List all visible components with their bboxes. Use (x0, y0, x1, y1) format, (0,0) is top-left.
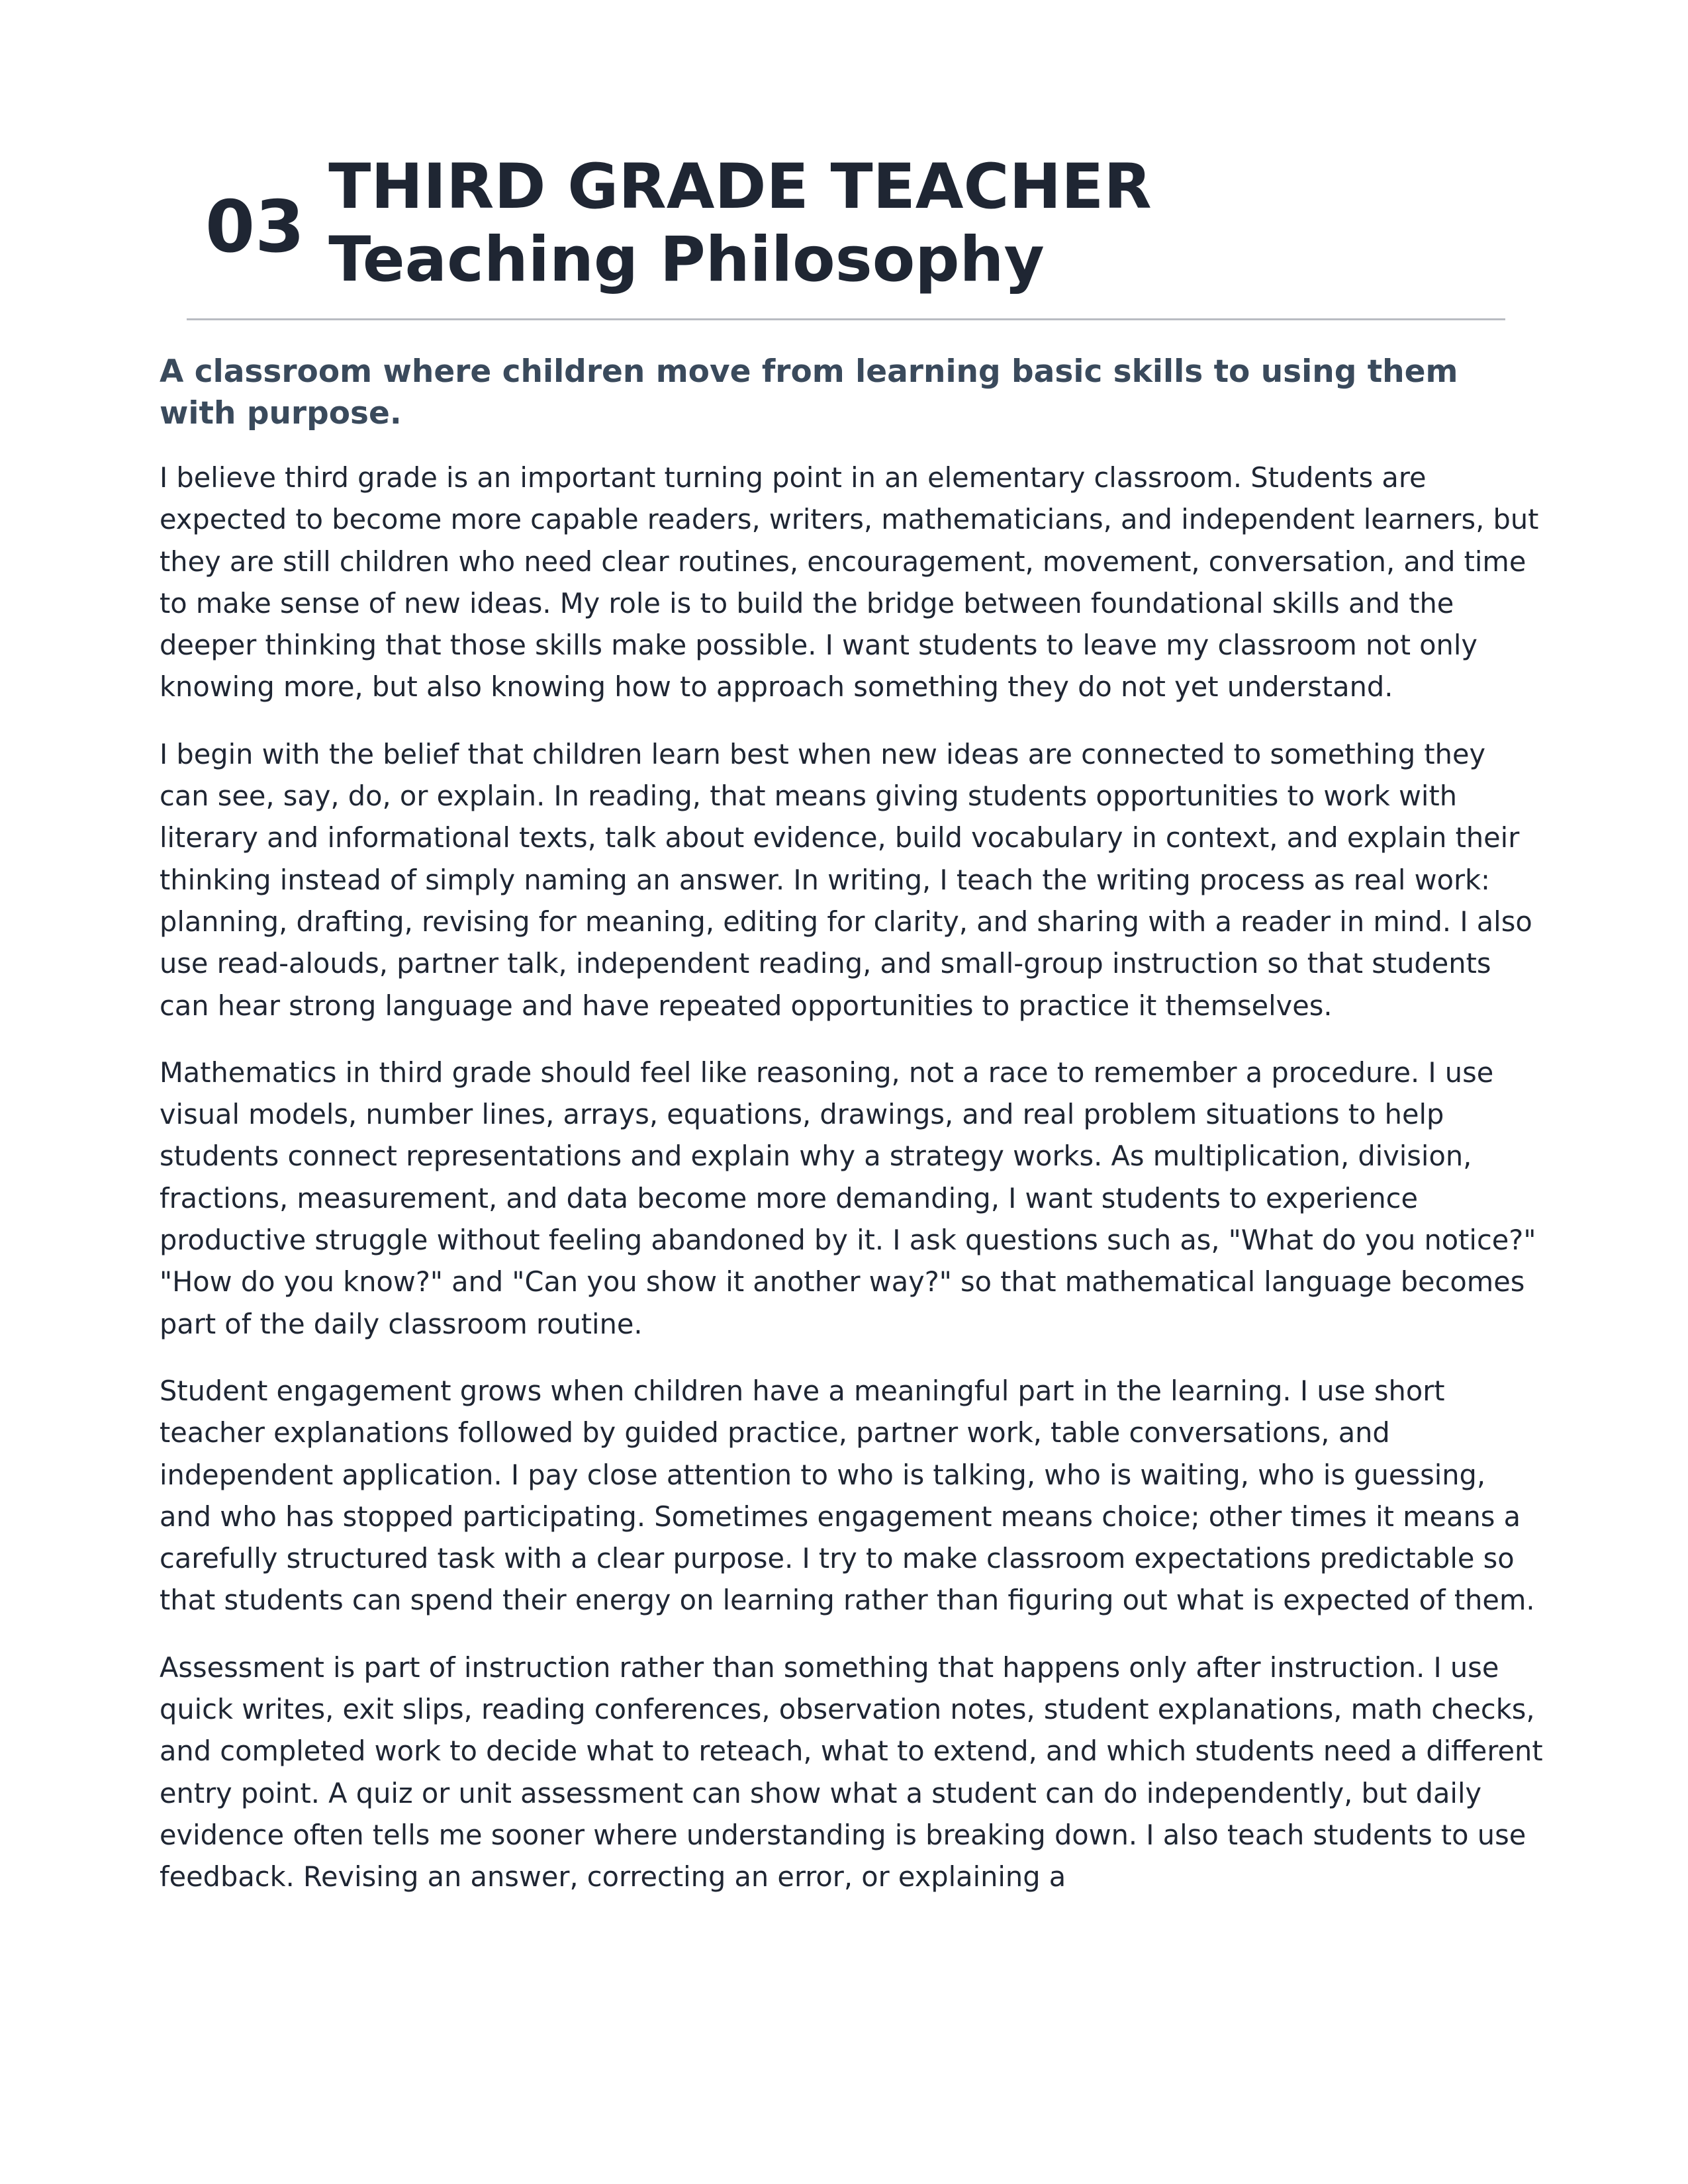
document-subtitle: A classroom where children move from learning basic skills to using them with purpose. (160, 353, 1458, 432)
document-header (205, 151, 1152, 296)
paragraph-3: Mathematics in third grade should feel like reasoning, not a race to remember a procedure. I use visual models, number lines, arrays, equations, drawings, and real problem situations to help students connect representations and explain why a strategy works. As multiplication, division, fractions, measurement, and data become more demanding, I want students to experience productive struggle without feeling abandoned by it. I ask questions such as, "What do you notice?" "How do you know?" and "Can you show it another way?" so that mathematical language becomes part of the daily classroom routine. (160, 1056, 1536, 1340)
document-title (328, 151, 1151, 296)
title-line-1: THIRD GRADE TEACHER (328, 151, 1152, 223)
document-number: 03 (205, 186, 305, 269)
title-line-2: Teaching Philosophy (328, 224, 1045, 296)
paragraph-1: I believe third grade is an important turning point in an elementary classroom. Students are expected to become more capable readers, writers, mathematicians, and independent learners, but they are still children who need clear routines, encouragement, movement, conversation, and time to make sense of new ideas. My role is to build the bridge between foundational skills and the deeper thinking that those skills make possible. I want students to leave my classroom not only knowing more, but also knowing how to approach something they do not yet understand. (160, 461, 1539, 704)
paragraph-4: Student engagement grows when children have a meaningful part in the learning. I use short teacher explanations followed by guided practice, partner work, table conversations, and independent application. I pay close attention to who is talking, who is waiting, who is guessing, and who has stopped participating. Sometimes engagement means choice; other times it means a carefully structured task with a clear purpose. I try to make classroom expectations predictable so that students can spend their energy on learning rather than figuring out what is expected of them. (160, 1374, 1535, 1617)
paragraph-5: Assessment is part of instruction rather than something that happens only after instruction. I use quick writes, exit slips, reading conferences, observation notes, student explanations, math checks, and completed work to decide what to reteach, what to extend, and which students need a different entry point. A quiz or unit assessment can show what a student can do independently, but daily evidence often tells me sooner where understanding is breaking down. I also teach students to use feedback. Revising an answer, correcting an error, or explaining a (160, 1651, 1543, 1893)
paragraph-2: I begin with the belief that children learn best when new ideas are connected to something they can see, say, do, or explain. In reading, that means giving students opportunities to work with literary and informational texts, talk about evidence, build vocabulary in context, and explain their thinking instead of simply naming an answer. In writing, I teach the writing process as real work: planning, drafting, revising for meaning, editing for clarity, and sharing with a reader in mind. I also use read-alouds, partner talk, independent reading, and small-group instruction so that students can hear strong language and have repeated opportunities to practice it themselves. (160, 737, 1532, 1022)
document-body (160, 351, 1543, 1923)
header-divider (187, 318, 1505, 320)
